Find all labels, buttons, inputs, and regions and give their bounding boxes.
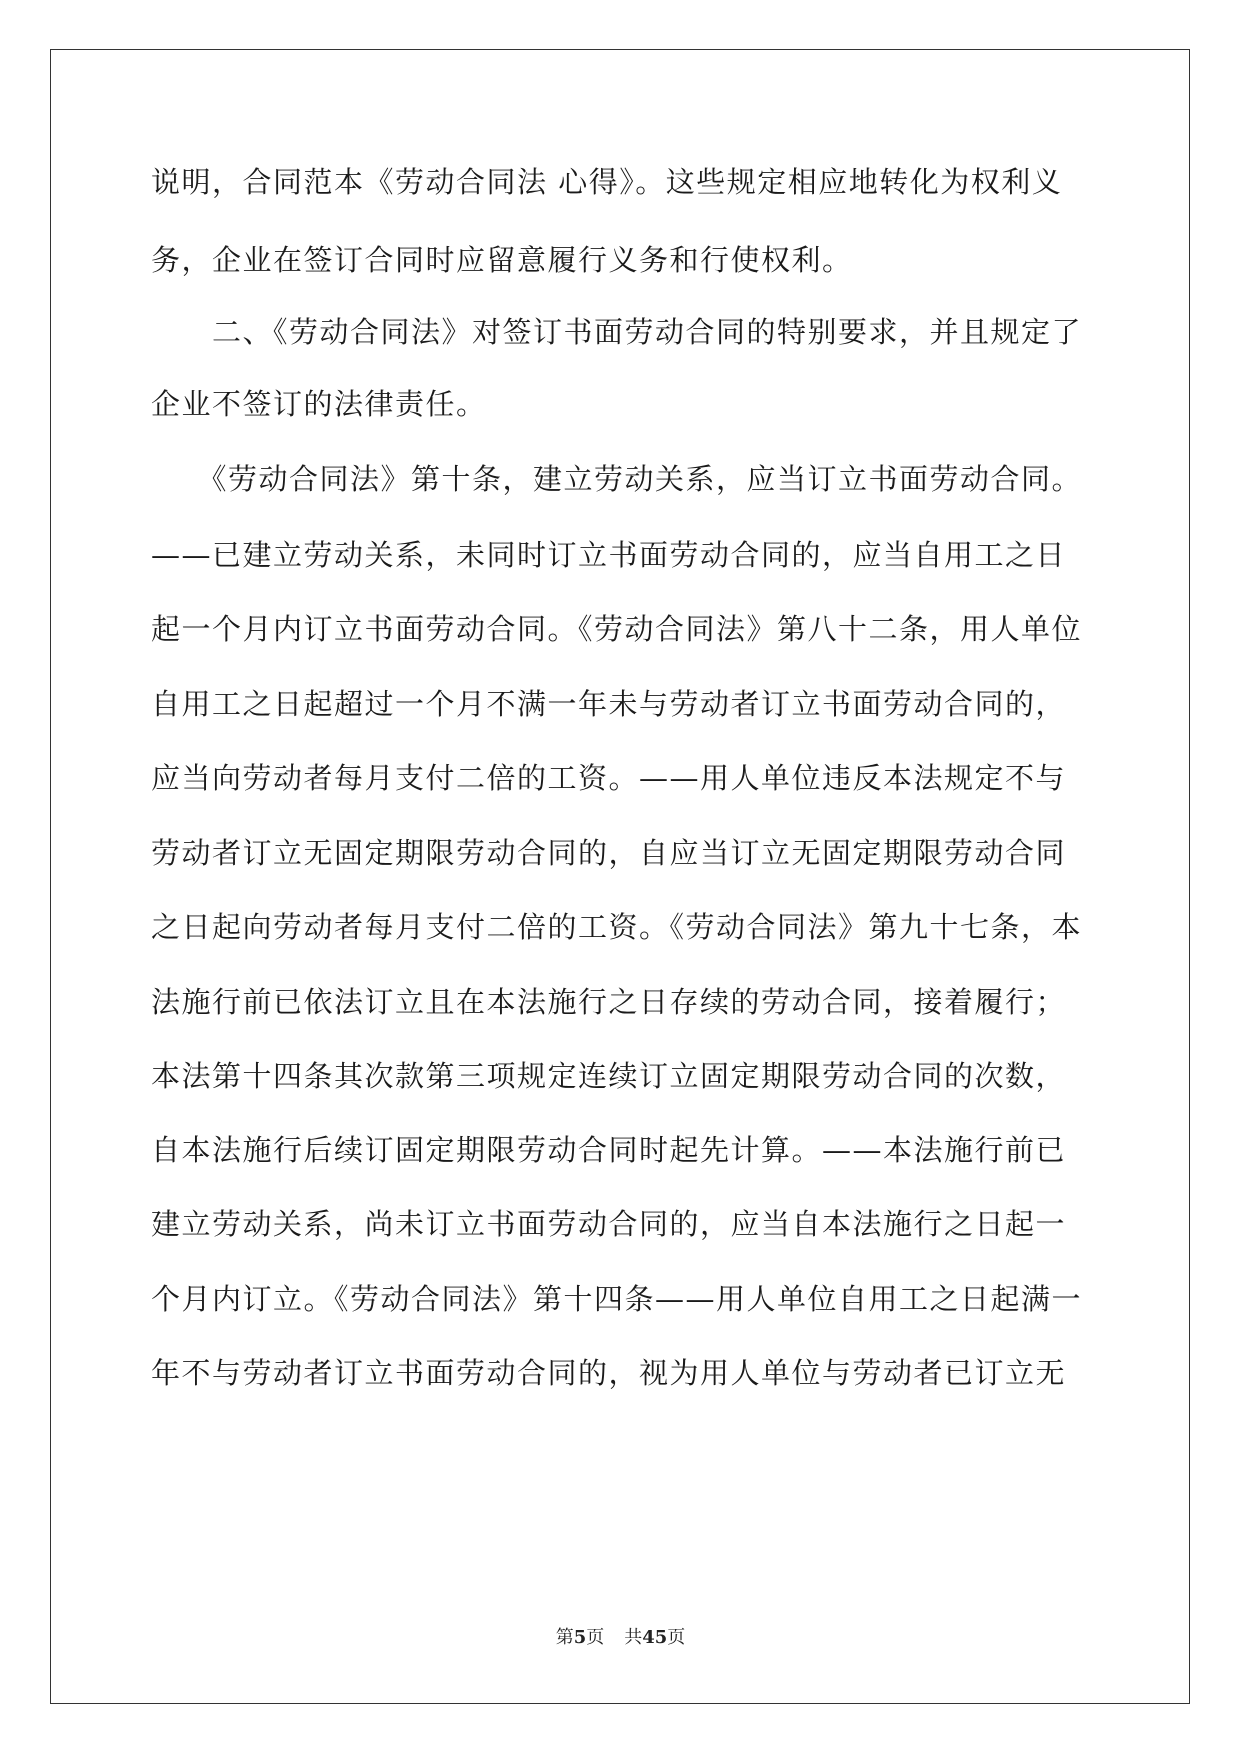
total-pages: 45 — [642, 1627, 668, 1648]
text-line: 之日起向劳动者每月支付二倍的工资。《劳动合同法》第九十七条，本 — [151, 910, 1083, 944]
text-line: 起一个月内订立书面劳动合同。《劳动合同法》第八十二条，用人单位 — [151, 612, 1083, 646]
text-line: 自用工之日起超过一个月不满一年未与劳动者订立书面劳动合同的， — [151, 687, 1067, 721]
text-line: 年不与劳动者订立书面劳动合同的，视为用人单位与劳动者已订立无 — [151, 1356, 1067, 1390]
total-prefix: 共 — [624, 1627, 643, 1648]
text-line: 法施行前已依法订立且在本法施行之日存续的劳动合同，接着履行； — [151, 985, 1067, 1019]
page-footer — [0, 1627, 1241, 1649]
text-line: 建立劳动关系，尚未订立书面劳动合同的，应当自本法施行之日起一 — [151, 1207, 1067, 1241]
text-line: 劳动者订立无固定期限劳动合同的，自应当订立无固定期限劳动合同 — [151, 836, 1067, 870]
text-line: 个月内订立。《劳动合同法》第十四条——用人单位自用工之日起满一 — [151, 1282, 1083, 1316]
total-suffix: 页 — [667, 1627, 686, 1648]
page-suffix: 页 — [586, 1627, 605, 1648]
page-prefix: 第 — [555, 1627, 574, 1648]
page-number: 5 — [573, 1627, 587, 1648]
text-line: 说明，合同范本《劳动合同法 心得》。这些规定相应地转化为权利义 — [151, 165, 1063, 199]
text-line: ——已建立劳动关系，未同时订立书面劳动合同的，应当自用工之日 — [151, 538, 1067, 572]
page-border — [50, 49, 1190, 1704]
text-line: 务，企业在签订合同时应留意履行义务和行使权利。 — [151, 243, 853, 277]
text-line: 自本法施行后续订固定期限劳动合同时起先计算。——本法施行前已 — [151, 1133, 1067, 1167]
text-line: 《劳动合同法》第十条，建立劳动关系，应当订立书面劳动合同。 — [151, 462, 1083, 496]
text-line: 本法第十四条其次款第三项规定连续订立固定期限劳动合同的次数， — [151, 1059, 1067, 1093]
text-line: 应当向劳动者每月支付二倍的工资。——用人单位违反本法规定不与 — [151, 761, 1067, 795]
text-line: 二、《劳动合同法》对签订书面劳动合同的特别要求，并且规定了 — [151, 315, 1083, 349]
text-line: 企业不签订的法律责任。 — [151, 387, 487, 421]
